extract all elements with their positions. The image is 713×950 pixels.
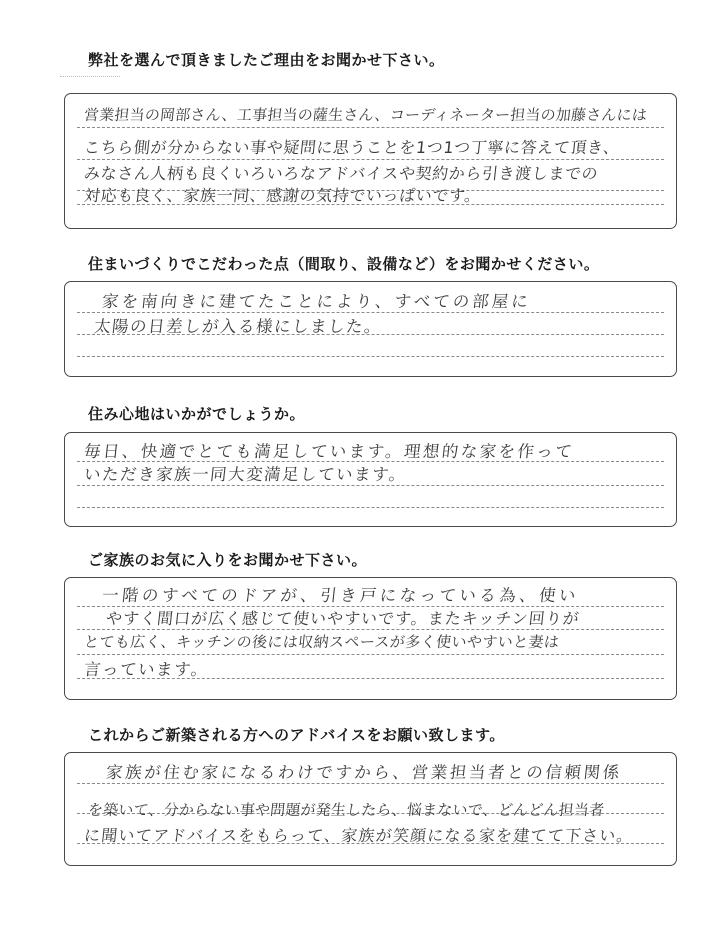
question-comfort: 住み心地はいかがでしょうか。 (88, 405, 306, 423)
answer-line: とても広く、キッチンの後には収納スペースが多く使いやすいと妻は (83, 633, 561, 651)
ruled-line (77, 485, 664, 486)
answer-line: 営業担当の岡部さん、工事担当の薩生さん、コーディネーター担当の加藤さんには (83, 106, 649, 124)
answer-line: 毎日、快適でとても満足しています。理想的な家を作って (83, 442, 576, 461)
answer-line: やすく間口が広く感じて使いやすいです。またキッチン回りが (105, 609, 581, 628)
answer-box-advice (64, 752, 677, 866)
ruled-line (77, 654, 664, 655)
ruled-line (77, 783, 664, 784)
answer-line: こちら側が分からない事や疑問に思うことを1つ1つ丁寧に答えて頂き、 (83, 138, 621, 157)
answer-line: 対応も良く、家族一同、感謝の気持でいっぱいです。 (83, 186, 482, 205)
answer-line: 太陽の日差しが入る様にしました。 (93, 317, 384, 336)
scan-speck (60, 76, 120, 79)
ruled-line (77, 507, 664, 508)
answer-line: 家族が住む家になるわけですから、営業担当者との信頼関係 (105, 763, 623, 782)
ruled-line (77, 356, 664, 357)
answer-line: みなさん人柄も良くいろいろなアドバイスや契約から引き渡しまでの (83, 164, 600, 183)
answer-box-favorite (64, 577, 677, 700)
answer-line: いただき家族一同大変満足しています。 (83, 465, 408, 484)
ruled-line (77, 629, 664, 630)
ruled-line (77, 159, 664, 160)
answer-box-reason (64, 93, 677, 229)
answer-box-design-focus (64, 281, 677, 377)
ruled-line (77, 127, 664, 128)
question-reason: 弊社を選んで頂きましたご理由をお聞かせ下さい。 (88, 51, 445, 69)
answer-line: 一階のすべてのドアが、引き戸になっている為、使い (101, 586, 580, 605)
answer-line: に聞いてアドバイスをもらって、家族が笑顔になる家を建てて下さい。 (83, 826, 635, 845)
question-favorite: ご家族のお気に入りをお聞かせ下さい。 (88, 551, 368, 569)
question-advice: これからご新築される方へのアドバイスをお願い致します。 (88, 726, 505, 744)
answer-line: 家を南向きに建てたことにより、すべての部屋に (101, 292, 532, 311)
answer-box-comfort (64, 432, 677, 527)
question-design-focus: 住まいづくりでこだわった点（間取り、設備など）をお聞かせください。 (88, 255, 600, 273)
answer-line: を築いて、分からない事や問題が発生したら、悩まないで、どんどん担当者 (87, 801, 606, 819)
answer-line: 言っています。 (83, 660, 210, 679)
